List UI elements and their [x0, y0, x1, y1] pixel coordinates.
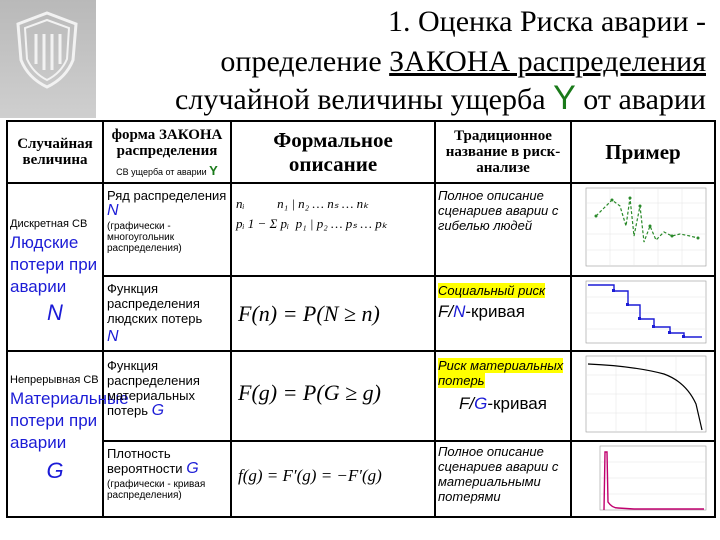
table-row: [7, 351, 715, 441]
formula-material-cell: F(g) = P(G ≥ g): [231, 351, 435, 441]
title-line-1: 1. Оценка Риска аварии -: [387, 5, 706, 38]
header-traditional: Традиционное название в риск-анализе: [435, 121, 571, 183]
table-row: [7, 441, 715, 517]
density-plot: [574, 444, 708, 514]
formula-density-cell: f(g) = F′(g) = −F′(g): [231, 441, 435, 517]
example-discrete-2: [571, 276, 715, 351]
title-line-3: случайной величины ущерба Y от аварии: [175, 79, 706, 117]
formula-series-cell: nᵢ n₁ | n₂ … nₛ … nₖ pᵢ 1 − Σ pᵢ p₁ | p₂ … pₛ … pₖ: [231, 183, 435, 276]
example-continuous-1: [571, 351, 715, 441]
table-row: [7, 276, 715, 351]
formula-distribution-cell: F(n) = P(N ≥ n): [231, 276, 435, 351]
header-example: Пример: [571, 121, 715, 183]
example-discrete-1: [571, 183, 715, 276]
fn-curve-plot: [574, 279, 708, 347]
law-density-cell: Плотность вероятности G (графически - кривая распределения): [103, 441, 231, 517]
traditional-discrete-2: Социальный риск F/N-кривая: [435, 276, 571, 351]
law-material-function-cell: Функция распределения материальных потерь G: [103, 351, 231, 441]
logo-band: [0, 0, 96, 118]
header-random-variable: Случайная величина: [7, 121, 103, 183]
table-header-row: [7, 121, 715, 183]
table-row: [7, 183, 715, 276]
title-line-2: определение ЗАКОНА распределения: [220, 45, 706, 78]
polygon-plot: [574, 186, 708, 272]
fg-curve-plot: [574, 354, 708, 438]
header-law-form: форма ЗАКОНА распределения СВ ущерба от аварии Y: [103, 121, 231, 183]
discrete-variable-cell: Дискретная СВ Людские потери при аварии N: [7, 183, 103, 351]
continuous-variable-cell: Непрерывная СВ Материальные потери при аварии G: [7, 351, 103, 517]
traditional-continuous-1: Риск материальных потерь F/G-кривая: [435, 351, 571, 441]
header-formal: Формальное описание: [231, 121, 435, 183]
traditional-discrete-1: Полное описание сценариев аварии с гибелью людей: [435, 183, 571, 276]
risk-table: [6, 120, 716, 518]
law-distribution-function-cell: Функция распределения людских потерь N: [103, 276, 231, 351]
law-series-cell: Ряд распределения N (графически - многоугольник распределения): [103, 183, 231, 276]
shield-logo-icon: [14, 10, 80, 90]
example-continuous-2: [571, 441, 715, 517]
traditional-continuous-2: Полное описание сценариев аварии с материальными потерями: [435, 441, 571, 517]
